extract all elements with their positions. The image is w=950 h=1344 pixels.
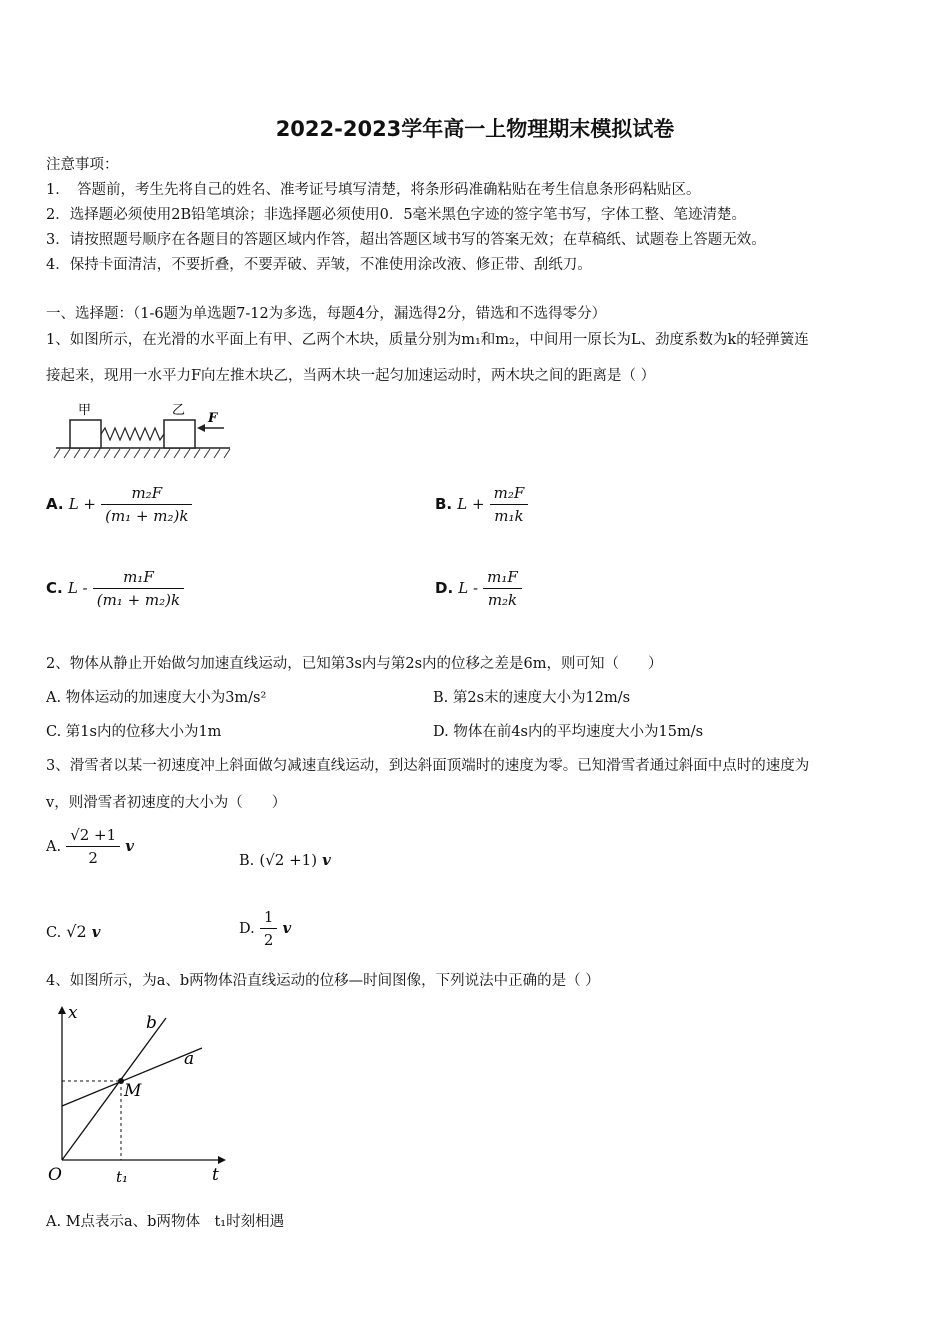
notice-item: 3．请按照题号顺序在各题目的答题区域内作答，超出答题区域书写的答案无效；在草稿纸、试题卷上答题无效。 [46,232,766,248]
t1-label: t₁ [116,1168,129,1186]
q3-option-b[interactable] [239,850,331,869]
notice-heading: 注意事项： [46,157,119,173]
q1-stem-line1: 1、如图所示，在光滑的水平面上有甲、乙两个木块，质量分别为m₁和m₂，中间用一原长为L、劲度系数为k的轻弹簧连 [46,332,809,348]
fraction [93,568,184,609]
option-prefix: L + [68,495,96,513]
option-label: C. [46,579,63,597]
option-label: D. [239,921,255,937]
fraction [483,568,522,609]
point-m-label: M [124,1081,142,1101]
variable-v: v [125,837,134,855]
option-label: B. [239,853,255,869]
denominator: (m₁ + m₂)k [96,591,181,609]
variable-v: v [322,851,331,869]
displacement-time-graph [44,998,234,1194]
denominator: 2 [88,849,98,867]
q4-option-a[interactable]: A. M点表示a、b两物体 t₁时刻相遇 [46,1214,285,1230]
q2-option-c[interactable]: C. 第1s内的位移大小为1m [46,724,222,740]
fraction [490,484,529,525]
block-yi-label: 乙 [172,403,186,418]
numerator: m₁F [483,568,522,589]
block-jia [70,420,101,448]
numerator: m₁F [93,568,184,589]
force-label: F [208,411,218,426]
spring-blocks-figure [52,398,234,462]
option-prefix: L - [458,579,479,597]
q3-stem-line1: 3、滑雪者以某一初速度冲上斜面做匀减速直线运动，到达斜面顶端时的速度为零。已知滑雪者通过斜面中点时的速度为 [46,758,810,774]
line-b-label: b [146,1013,157,1033]
q1-option-a[interactable] [46,484,192,525]
option-expression: (√2 +1) [259,851,318,869]
q1-option-c[interactable] [46,568,184,609]
denominator: m₂k [487,591,518,609]
q3-option-a[interactable] [46,826,134,867]
numerator: m₂F [101,484,192,505]
block-yi [164,420,195,448]
x-axis-label: x [68,1003,78,1023]
q3-stem-line2: v，则滑雪者初速度的大小为（ ） [46,795,287,811]
q2-option-d[interactable]: D. 物体在前4s内的平均速度大小为15m/s [433,724,704,740]
spring [101,428,164,440]
fraction [66,826,120,867]
fraction [260,908,278,949]
q3-option-d[interactable] [239,908,291,949]
option-prefix: L - [67,579,88,597]
notice-item: 4．保持卡面清洁，不要折叠，不要弄破、弄皱，不准使用涂改液、修正带、刮纸刀。 [46,257,592,273]
page-title: 2022-2023学年高一上物理期末模拟试卷 [275,117,675,141]
q2-option-b[interactable]: B. 第2s末的速度大小为12m/s [433,690,631,706]
denominator: 2 [263,931,274,949]
q3-option-c[interactable] [46,922,100,941]
option-label: A. [46,839,62,855]
q2-stem: 2、物体从静止开始做匀加速直线运动，已知第3s内与第2s内的位移之差是6m，则可知（ ） [46,656,663,672]
variable-v: v [91,923,101,941]
notice-item: 2．选择题必须使用2B铅笔填涂；非选择题必须使用0．5毫米黑色字迹的签字笔书写，字体工整、笔迹清楚。 [46,207,747,223]
variable-v: v [282,919,292,937]
q1-option-b[interactable] [435,484,528,525]
option-label: C. [46,925,62,941]
q4-stem: 4、如图所示，为a、b两物体沿直线运动的位移—时间图像，下列说法中正确的是（ ） [46,973,600,989]
fraction [101,484,192,525]
denominator: (m₁ + m₂)k [105,507,189,525]
origin-label: O [48,1165,62,1185]
numerator: √2 +1 [66,826,120,847]
section-heading: 一、选择题：（1-6题为单选题7-12为多选，每题4分，漏选得2分，错选和不选得零分） [46,306,607,322]
option-expression: √2 [66,922,87,941]
numerator: m₂F [490,484,529,505]
line-b [62,1018,166,1160]
option-prefix: L + [457,495,485,513]
q2-option-a[interactable]: A. 物体运动的加速度大小为3m/s² [46,690,267,706]
q1-stem-line2: 接起来，现用一水平力F向左推木块乙，当两木块一起匀加速运动时，两木块之间的距离是（ ） [46,368,656,384]
block-jia-label: 甲 [78,403,92,418]
option-label: B. [435,495,453,513]
option-label: D. [435,579,454,597]
option-label: A. [46,495,64,513]
q1-option-d[interactable] [435,568,522,609]
line-a-label: a [184,1049,195,1069]
numerator: 1 [260,908,278,929]
denominator: m₁k [494,507,524,525]
t-axis-label: t [212,1165,219,1185]
notice-item: 1． 答题前，考生先将自己的姓名、准考证号填写清楚，将条形码准确粘贴在考生信息条形码粘贴区。 [46,182,701,198]
